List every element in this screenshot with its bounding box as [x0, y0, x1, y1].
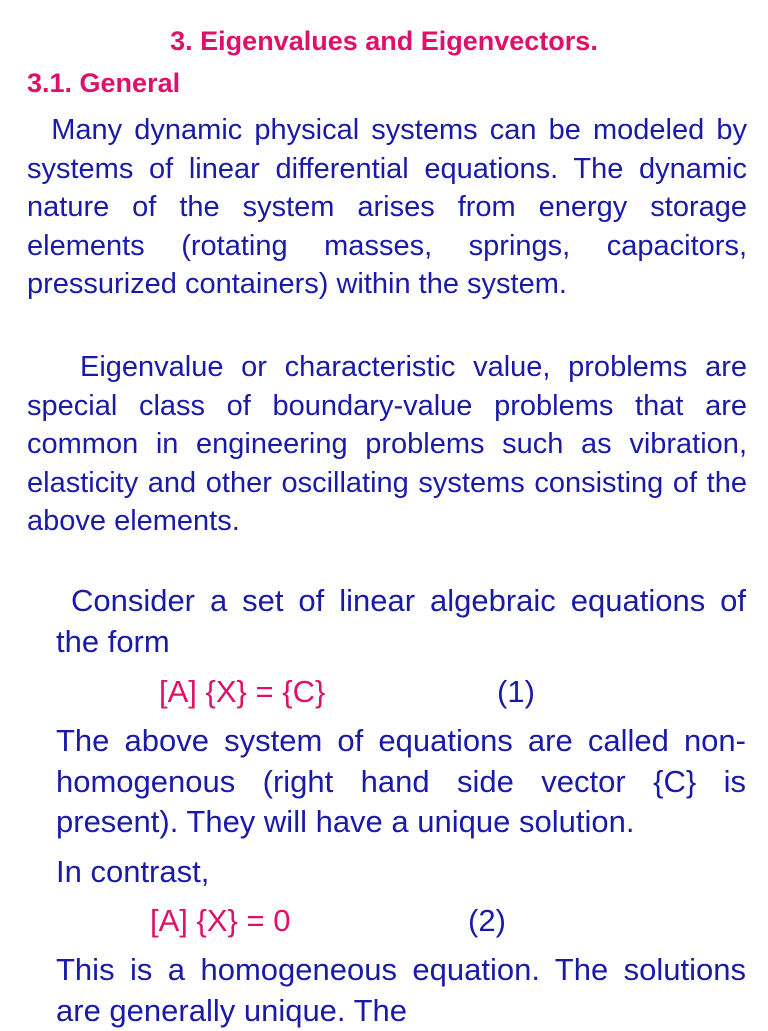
- body-paragraph-dynamic-systems: Many dynamic physical systems can be modeled by systems of linear differential equations. The dynamic nature of the system arises from energy storage elements (rotating masses, springs, capacitors, pressurized containers) within the system.: [27, 114, 747, 300]
- body-paragraph-homogeneous: This is a homogeneous equation. The solutions are generally unique. The: [56, 952, 746, 1028]
- equation-2-number: (2): [468, 903, 506, 938]
- body-paragraph-linear-equations: Consider a set of linear algebraic equations of the form: [56, 583, 746, 659]
- equation-2-expression: [A] {X} = 0: [150, 903, 291, 938]
- body-paragraph-eigenvalue-problems: Eigenvalue or characteristic value, problems are special class of boundary-value problems that are common in engineering problems such as vibration, elasticity and other oscillating systems consisting of the above elements.: [27, 351, 747, 537]
- equation-1-expression: [A] {X} = {C}: [159, 674, 326, 709]
- document-title: 3. Eigenvalues and Eigenvectors.: [170, 26, 598, 56]
- body-paragraph-in-contrast: In contrast,: [56, 854, 210, 889]
- equation-1-number: (1): [497, 674, 535, 709]
- section-heading: 3.1. General: [27, 68, 181, 98]
- body-paragraph-non-homogenous: The above system of equations are called non-homogenous (right hand side vector {C} is present). They will have a unique solution.: [56, 723, 746, 839]
